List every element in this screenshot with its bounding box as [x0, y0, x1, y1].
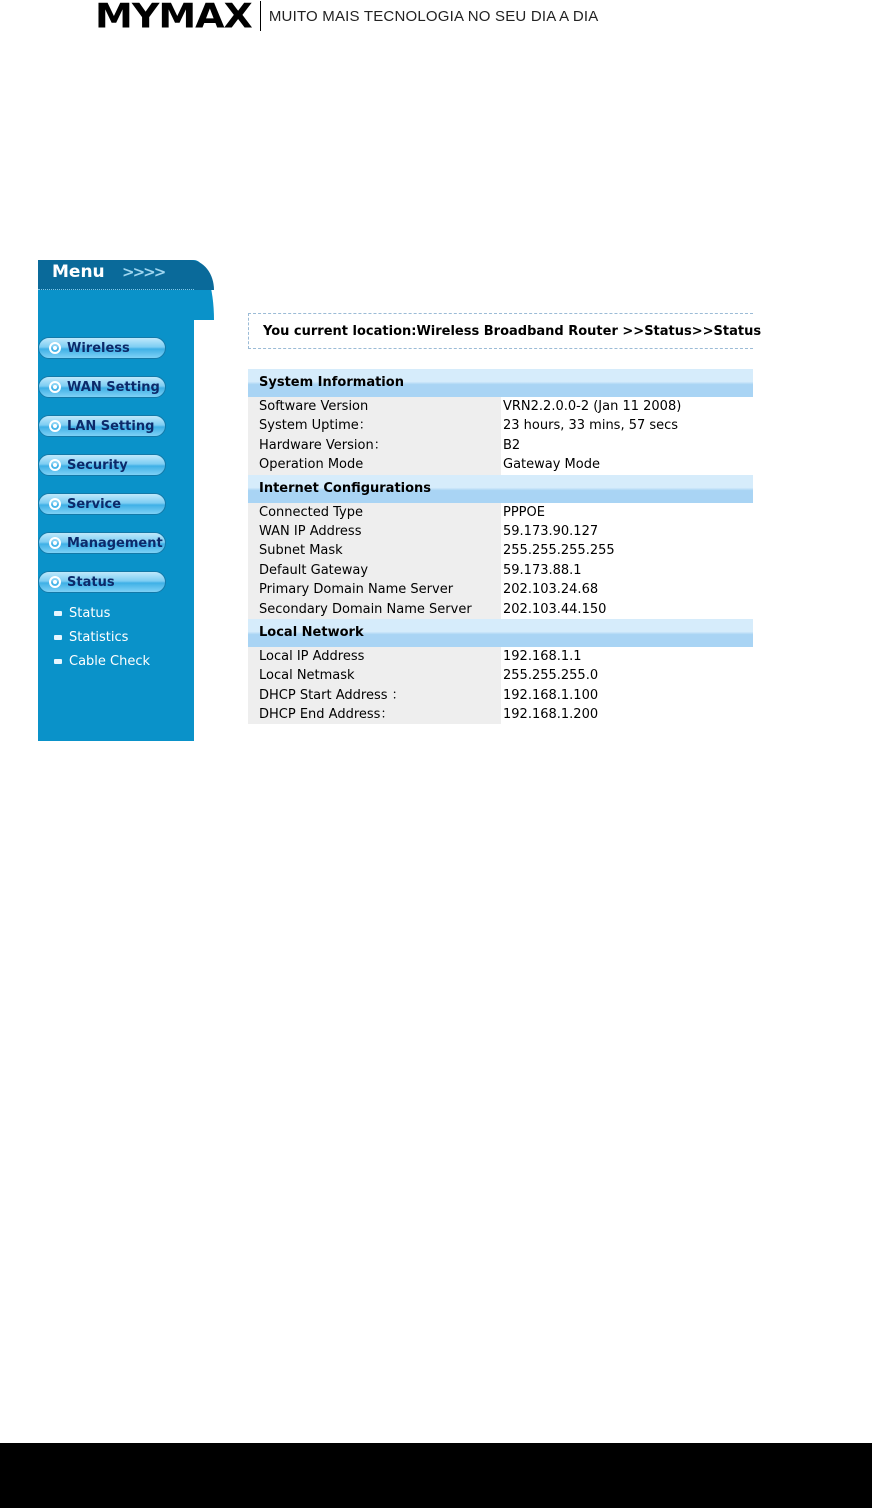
row-value: 59.173.88.1: [501, 561, 753, 580]
row-value: Gateway Mode: [501, 455, 753, 474]
footer-bar: [0, 1443, 872, 1508]
row-key: Operation Mode: [248, 455, 501, 474]
menu-button-status[interactable]: [38, 571, 166, 593]
row-key: Hardware Version：: [248, 436, 501, 455]
status-table: [248, 369, 753, 724]
row-key: WAN IP Address: [248, 522, 501, 541]
section-title: Local Network: [259, 624, 364, 640]
row-value: 192.168.1.100: [501, 686, 753, 705]
menu-button-label: Wireless: [67, 340, 130, 356]
menu-button-label: Security: [67, 457, 128, 473]
row-value: 255.255.255.255: [501, 541, 753, 560]
row-value: 59.173.90.127: [501, 522, 753, 541]
mymax-logo: MYMAX: [95, 0, 252, 36]
menu-button-label: LAN Setting: [67, 418, 155, 434]
target-circle-icon: [49, 576, 61, 588]
table-row: [248, 541, 753, 560]
table-row: [248, 503, 753, 522]
row-key: Default Gateway: [248, 561, 501, 580]
bullet-bar-icon: [54, 611, 62, 616]
section-title: System Information: [259, 375, 404, 390]
brand-divider: [260, 1, 261, 31]
target-circle-icon: [49, 537, 61, 549]
menu-button-lan-setting[interactable]: [38, 415, 166, 437]
menu-arrows-icon: >>>>: [122, 263, 165, 281]
submenu-label: Cable Check: [69, 654, 151, 669]
section-title: Internet Configurations: [259, 480, 432, 496]
bullet-bar-icon: [54, 659, 62, 664]
row-value: 192.168.1.200: [501, 705, 753, 724]
menu-button-service[interactable]: [38, 493, 166, 515]
brand-header: [95, 0, 599, 36]
table-row: [248, 522, 753, 541]
row-key: Local Netmask: [248, 666, 501, 685]
table-row: [248, 705, 753, 724]
menu-button-label: Management: [67, 535, 163, 551]
row-key: Local IP Address: [248, 647, 501, 666]
row-value: VRN2.2.0.0-2 (Jan 11 2008): [501, 397, 753, 416]
menu-title: Menu: [52, 262, 105, 282]
table-row: [248, 416, 753, 435]
row-key: Primary Domain Name Server: [248, 580, 501, 599]
target-circle-icon: [49, 420, 61, 432]
target-circle-icon: [49, 498, 61, 510]
row-value: 192.168.1.1: [501, 647, 753, 666]
table-row: [248, 686, 753, 705]
menu-button-wan-setting[interactable]: [38, 376, 166, 398]
row-value: 202.103.44.150: [501, 600, 753, 619]
row-value: PPPOE: [501, 503, 753, 522]
target-circle-icon: [49, 459, 61, 471]
submenu-item-statistics[interactable]: [54, 630, 128, 645]
table-row: [248, 455, 753, 474]
table-row: [248, 436, 753, 455]
target-circle-icon: [49, 381, 61, 393]
menu-button-label: Status: [67, 574, 115, 590]
brand-tagline: MUITO MAIS TECNOLOGIA NO SEU DIA A DIA: [268, 7, 599, 25]
row-key: DHCP End Address：: [248, 705, 501, 724]
row-key: DHCP Start Address ：: [248, 686, 501, 705]
submenu-label: Status: [69, 606, 111, 621]
table-row: [248, 666, 753, 685]
row-value: B2: [501, 436, 753, 455]
menu-button-label: WAN Setting: [67, 379, 160, 395]
menu-divider: [38, 289, 194, 290]
table-row: [248, 397, 753, 416]
location-breadcrumb: [248, 313, 762, 349]
section-header-local-network: [248, 619, 753, 647]
row-value: 202.103.24.68: [501, 580, 753, 599]
menu-button-security[interactable]: [38, 454, 166, 476]
target-circle-icon: [49, 342, 61, 354]
table-row: [248, 647, 753, 666]
table-row: [248, 561, 753, 580]
submenu-label: Statistics: [69, 630, 129, 645]
table-row: [248, 600, 753, 619]
bullet-bar-icon: [54, 635, 62, 640]
submenu-item-cable-check[interactable]: [54, 654, 150, 669]
menu-button-management[interactable]: [38, 532, 166, 554]
location-text: You current location:Wireless Broadband Router >>Status>>Status: [263, 324, 762, 339]
menu-button-wireless[interactable]: [38, 337, 166, 359]
submenu-item-status[interactable]: [54, 606, 110, 621]
row-key: Software Version: [248, 397, 501, 416]
section-header-internet-configurations: [248, 475, 753, 503]
table-row: [248, 580, 753, 599]
row-key: System Uptime：: [248, 416, 501, 435]
row-value: 23 hours, 33 mins, 57 secs: [501, 416, 753, 435]
row-key: Secondary Domain Name Server: [248, 600, 501, 619]
menu-button-label: Service: [67, 496, 122, 512]
section-header-system-information: [248, 369, 753, 397]
row-value: 255.255.255.0: [501, 666, 753, 685]
row-key: Subnet Mask: [248, 541, 501, 560]
row-key: Connected Type: [248, 503, 501, 522]
